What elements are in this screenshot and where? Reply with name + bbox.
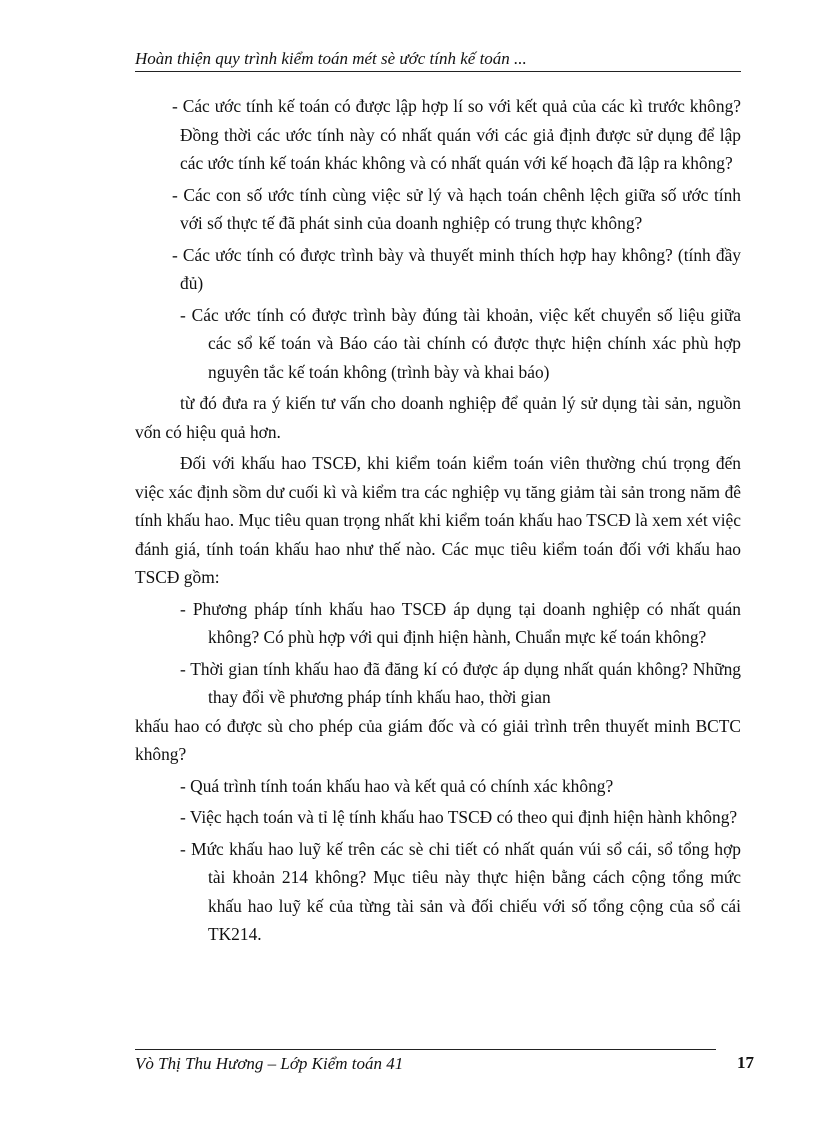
paragraph: - Các ước tính có được trình bày và thuyết minh thích hợp hay không? (tính đầy đủ) bbox=[172, 244, 741, 293]
paragraph: khấu hao có được sù cho phép của giám đốc và có giải trình trên thuyết minh BCTC không? bbox=[135, 715, 741, 764]
list-item: - Phương pháp tính khấu hao TSCĐ áp dụng tại doanh nghiệp có nhất quán không? Có phù hợp với qui định hiện hành, Chuẩn mực kế toán không? bbox=[180, 598, 741, 647]
paragraph: - Các ước tính kế toán có được lập hợp lí so với kết quả của các kì trước không? Đồng thời các ước tính này có nhất quán với các giả định được sử dụng để lập các ước tính kế toán khác không và có nhất quán với kế hoạch đã lập ra không? bbox=[172, 96, 741, 173]
page-number: 17 bbox=[737, 1053, 754, 1072]
list-item: - Việc hạch toán và tỉ lệ tính khấu hao TSCĐ có theo qui định hiện hành không? bbox=[180, 807, 738, 827]
paragraph: Đối với khấu hao TSCĐ, khi kiểm toán kiểm toán viên thường chú trọng đến việc xác định sồm dư cuối kì và kiểm tra các nghiệp vụ tăng giảm tài sản trong năm đê tính khấu hao. Mục tiêu quan trọng nhất khi kiểm toán khấu hao TSCĐ là xem xét việc đánh giá, tính toán khấu hao như thế nào. Các mục tiêu kiểm toán đối với khấu hao TSCĐ gồm: bbox=[135, 453, 741, 587]
list-item: - Các ước tính có được trình bày đúng tài khoản, việc kết chuyển số liệu giữa các sổ kế toán và Báo cáo tài chính có được thực hiện chính xác phù hợp nguyên tắc kế toán không (trình bày và khai báo) bbox=[180, 304, 741, 382]
list-item: - Thời gian tính khấu hao đã đăng kí có được áp dụng nhất quán không? Những thay đổi về phương pháp tính khấu hao, thời gian bbox=[180, 658, 741, 707]
page-body bbox=[135, 92, 741, 952]
paragraph: - Các con số ước tính cùng việc sử lý và hạch toán chênh lệch giữa số ước tính với số thực tế đã phát sinh của doanh nghiệp có trung thực không? bbox=[172, 184, 741, 233]
footer-divider bbox=[135, 1049, 716, 1050]
page-header: Hoàn thiện quy trình kiểm toán mét sè ước tính kế toán ... bbox=[135, 48, 741, 72]
list-item: - Mức khấu hao luỹ kế trên các sè chi tiết có nhất quán vúi sổ cái, sổ tổng hợp tài khoản 214 không? Mục tiêu này thực hiện bằng cách cộng tổng mức khấu hao luỹ kế của từng tài sản và đối chiếu với số tổng cộng của sổ cái TK214. bbox=[180, 838, 741, 944]
list-item: - Quá trình tính toán khấu hao và kết quả có chính xác không? bbox=[180, 775, 614, 796]
footer-author: Vò Thị Thu Hương – Lớp Kiểm toán 41 bbox=[135, 1054, 404, 1073]
paragraph: từ đó đưa ra ý kiến tư vấn cho doanh nghiệp để quản lý sử dụng tài sản, nguồn vốn có hiệu quả hơn. bbox=[135, 393, 741, 442]
